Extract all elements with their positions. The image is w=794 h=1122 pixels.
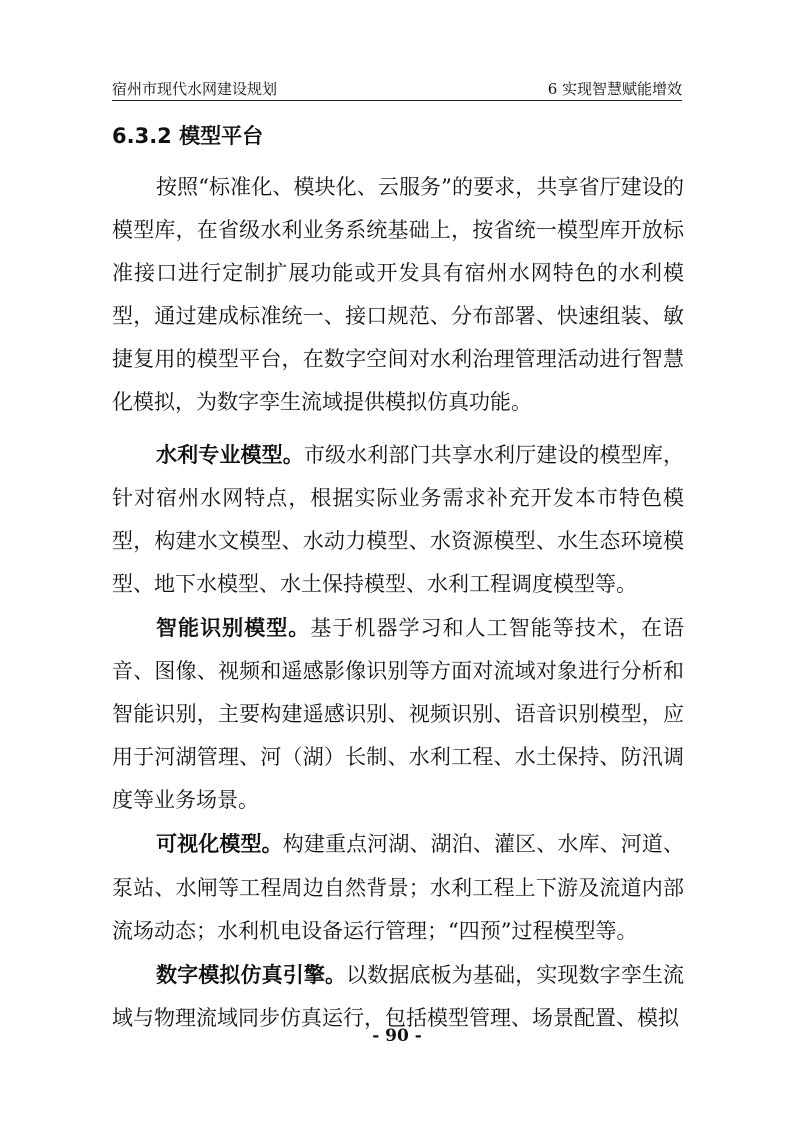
running-header — [112, 78, 682, 101]
body-text — [112, 166, 684, 1040]
paragraph-lead: 水利专业模型。 — [156, 441, 304, 467]
paragraph-lead: 智能识别模型。 — [156, 614, 311, 640]
paragraph-text: 按照“标准化、模块化、云服务”的要求，共享省厅建设的模型库，在省级水利业务系统基础上，按省统一模型库开放标准接口进行定制扩展功能或开发具有宿州水网特色的水利模型，通过建成标准统一、接口规范、分布部署、快速组装、敏捷复用的模型平台，在数字空间对水利治理管理活动进行智慧化模拟，为数字孪生流域提供模拟仿真功能。 — [112, 175, 684, 415]
header-document-title: 宿州市现代水网建设规划 — [112, 80, 278, 98]
paragraph-visualization — [112, 822, 684, 952]
paragraph-text: 市级水利部门共享水利厅建设的模型库，针对宿州水网特点，根据实际业务需求补充开发本市特色模型，构建水文模型、水动力模型、水资源模型、水生态环境模型、地下水模型、水土保持模型、水利工程调度模型等。 — [112, 442, 684, 596]
paragraph-text: 构建重点河湖、湖泊、灌区、水库、河道、泵站、水闸等工程周边自然背景；水利工程上下游及流道内部流场动态；水利机电设备运行管理；“四预”过程模型等。 — [112, 832, 684, 943]
paragraph-intelligent-recognition — [112, 606, 684, 822]
paragraph-lead: 可视化模型。 — [156, 831, 283, 857]
paragraph-text: 以数据底板为基础，实现数字孪生流域与物理流域同步仿真运行，包括模型管理、场景配置、模拟 — [112, 962, 684, 1030]
paragraph-text: 基于机器学习和人工智能等技术，在语音、图像、视频和遥感影像识别等方面对流域对象进行分析和智能识别，主要构建遥感识别、视频识别、语音识别模型，应用于河湖管理、河（湖）长制、水利工程、水土保持、防汛调度等业务场景。 — [112, 615, 685, 813]
paragraph-lead: 数字模拟仿真引擎。 — [156, 961, 347, 987]
section-title: 6.3.2 模型平台 — [112, 124, 264, 148]
page-number: - 90 - — [372, 1026, 422, 1046]
paragraph-intro — [112, 166, 684, 425]
header-chapter-title: 6 实现智慧赋能增效 — [547, 80, 682, 98]
paragraph-hydraulic-models — [112, 433, 684, 606]
